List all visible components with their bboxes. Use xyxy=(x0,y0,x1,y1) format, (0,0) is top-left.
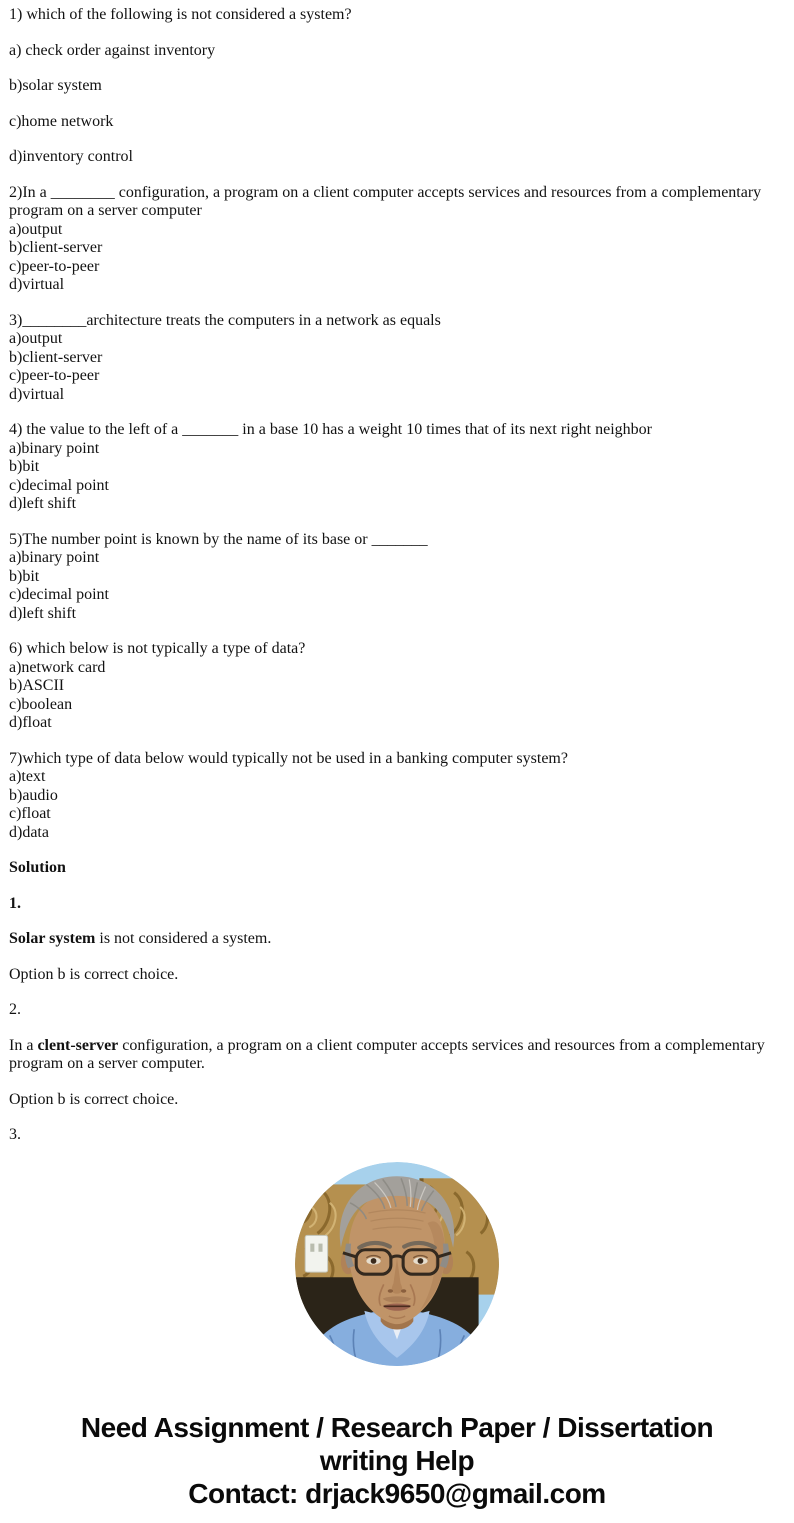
portrait-nostril-left xyxy=(388,1289,393,1292)
question-2-option-b: b)client-server xyxy=(9,239,103,256)
footer-banner xyxy=(0,1411,794,1510)
question-6-option-b: b)ASCII xyxy=(9,677,65,694)
question-4-text: 4) the value to the left of a _______ in a base 10 has a weight 10 times that of its next right neighbor xyxy=(9,421,652,438)
solution-item-2-number: 2. xyxy=(9,1001,21,1018)
tutor-photo xyxy=(295,1162,499,1366)
question-7-option-c: c)float xyxy=(9,805,51,822)
solution-item-1-number: 1. xyxy=(9,894,21,912)
question-5-option-a: a)binary point xyxy=(9,549,100,566)
question-7-text: 7)which type of data below would typically not be used in a banking computer system? xyxy=(9,749,568,767)
solution-item-2-verdict: Option b is correct choice. xyxy=(9,1090,179,1108)
question-6-block xyxy=(9,640,787,733)
question-1-option-a: a) check order against inventory xyxy=(9,41,216,59)
question-6-text: 6) which below is not typically a type of data? xyxy=(9,640,306,657)
question-5-option-d: d)left shift xyxy=(9,604,77,622)
question-4-option-d: d)left shift xyxy=(9,495,77,512)
portrait-switch-1 xyxy=(310,1243,314,1251)
portrait-nostril-right xyxy=(401,1289,406,1292)
portrait-switch-panel xyxy=(305,1235,327,1272)
question-7-option-d: d)data xyxy=(9,823,49,841)
question-3-option-c: c)peer-to-peer xyxy=(9,367,100,384)
question-3-option-b: b)client-server xyxy=(9,348,103,366)
footer-line-2: writing Help xyxy=(319,1444,475,1476)
question-4-block xyxy=(9,421,787,514)
question-2-block xyxy=(9,184,787,295)
question-3-block xyxy=(9,312,787,405)
portrait-iris-right xyxy=(418,1258,424,1264)
solution-item-3-number: 3. xyxy=(9,1126,21,1143)
solution-item-1-answer-rest: is not considered a system. xyxy=(95,930,272,947)
question-5-option-c: c)decimal point xyxy=(9,586,109,603)
solution-item-1-answer-bold: Solar system xyxy=(9,930,96,947)
question-5-option-b: b)bit xyxy=(9,567,40,585)
solution-item-2-answer-pre: In a xyxy=(9,1036,38,1054)
question-2-text: 2)In a ________ configuration, a program on a client computer accepts services and resources from a complementary program on a server computer xyxy=(9,183,762,219)
question-5-block xyxy=(9,531,787,624)
question-4-option-c: c)decimal point xyxy=(9,476,109,494)
question-3-option-a: a)output xyxy=(9,330,63,347)
solution-item-2-answer xyxy=(9,1037,787,1074)
footer-contact-email: Contact: drjack9650@gmail.com xyxy=(188,1477,606,1509)
question-2-option-a: a)output xyxy=(9,220,63,238)
question-2-option-c: c)peer-to-peer xyxy=(9,257,100,275)
solution-item-2-answer-rest: configuration, a program on a client computer accepts services and resources from a complementary program on a server computer. xyxy=(9,1036,765,1072)
question-1-option-b: b)solar system xyxy=(9,77,102,94)
tutor-photo-wrapper xyxy=(0,1162,794,1366)
question-3-text: 3)________architecture treats the computers in a network as equals xyxy=(9,311,441,329)
question-6-option-a: a)network card xyxy=(9,658,106,676)
solution-item-2-answer-bold: clent-server xyxy=(37,1036,119,1054)
portrait-iris-left xyxy=(371,1258,377,1264)
question-7-option-b: b)audio xyxy=(9,786,58,804)
question-6-option-d: d)float xyxy=(9,714,52,731)
question-1-option-c: c)home network xyxy=(9,112,114,130)
question-4-option-b: b)bit xyxy=(9,458,40,475)
solution-item-1-verdict: Option b is correct choice. xyxy=(9,965,179,983)
question-1-text: 1) which of the following is not considered a system? xyxy=(9,6,352,23)
question-3-option-d: d)virtual xyxy=(9,385,65,403)
question-7-block xyxy=(9,750,787,843)
question-6-option-c: c)boolean xyxy=(9,695,73,713)
footer-line-1: Need Assignment / Research Paper / Dissertation xyxy=(80,1411,714,1443)
question-1-option-d: d)inventory control xyxy=(9,148,133,165)
question-5-text: 5)The number point is known by the name of its base or _______ xyxy=(9,530,428,548)
question-4-option-a: a)binary point xyxy=(9,439,100,457)
tutor-portrait-illustration xyxy=(295,1162,499,1366)
question-7-option-a: a)text xyxy=(9,768,46,785)
solution-item-1-answer xyxy=(9,930,787,949)
portrait-switch-2 xyxy=(318,1243,322,1251)
solution-heading: Solution xyxy=(9,859,66,876)
question-2-option-d: d)virtual xyxy=(9,276,65,293)
